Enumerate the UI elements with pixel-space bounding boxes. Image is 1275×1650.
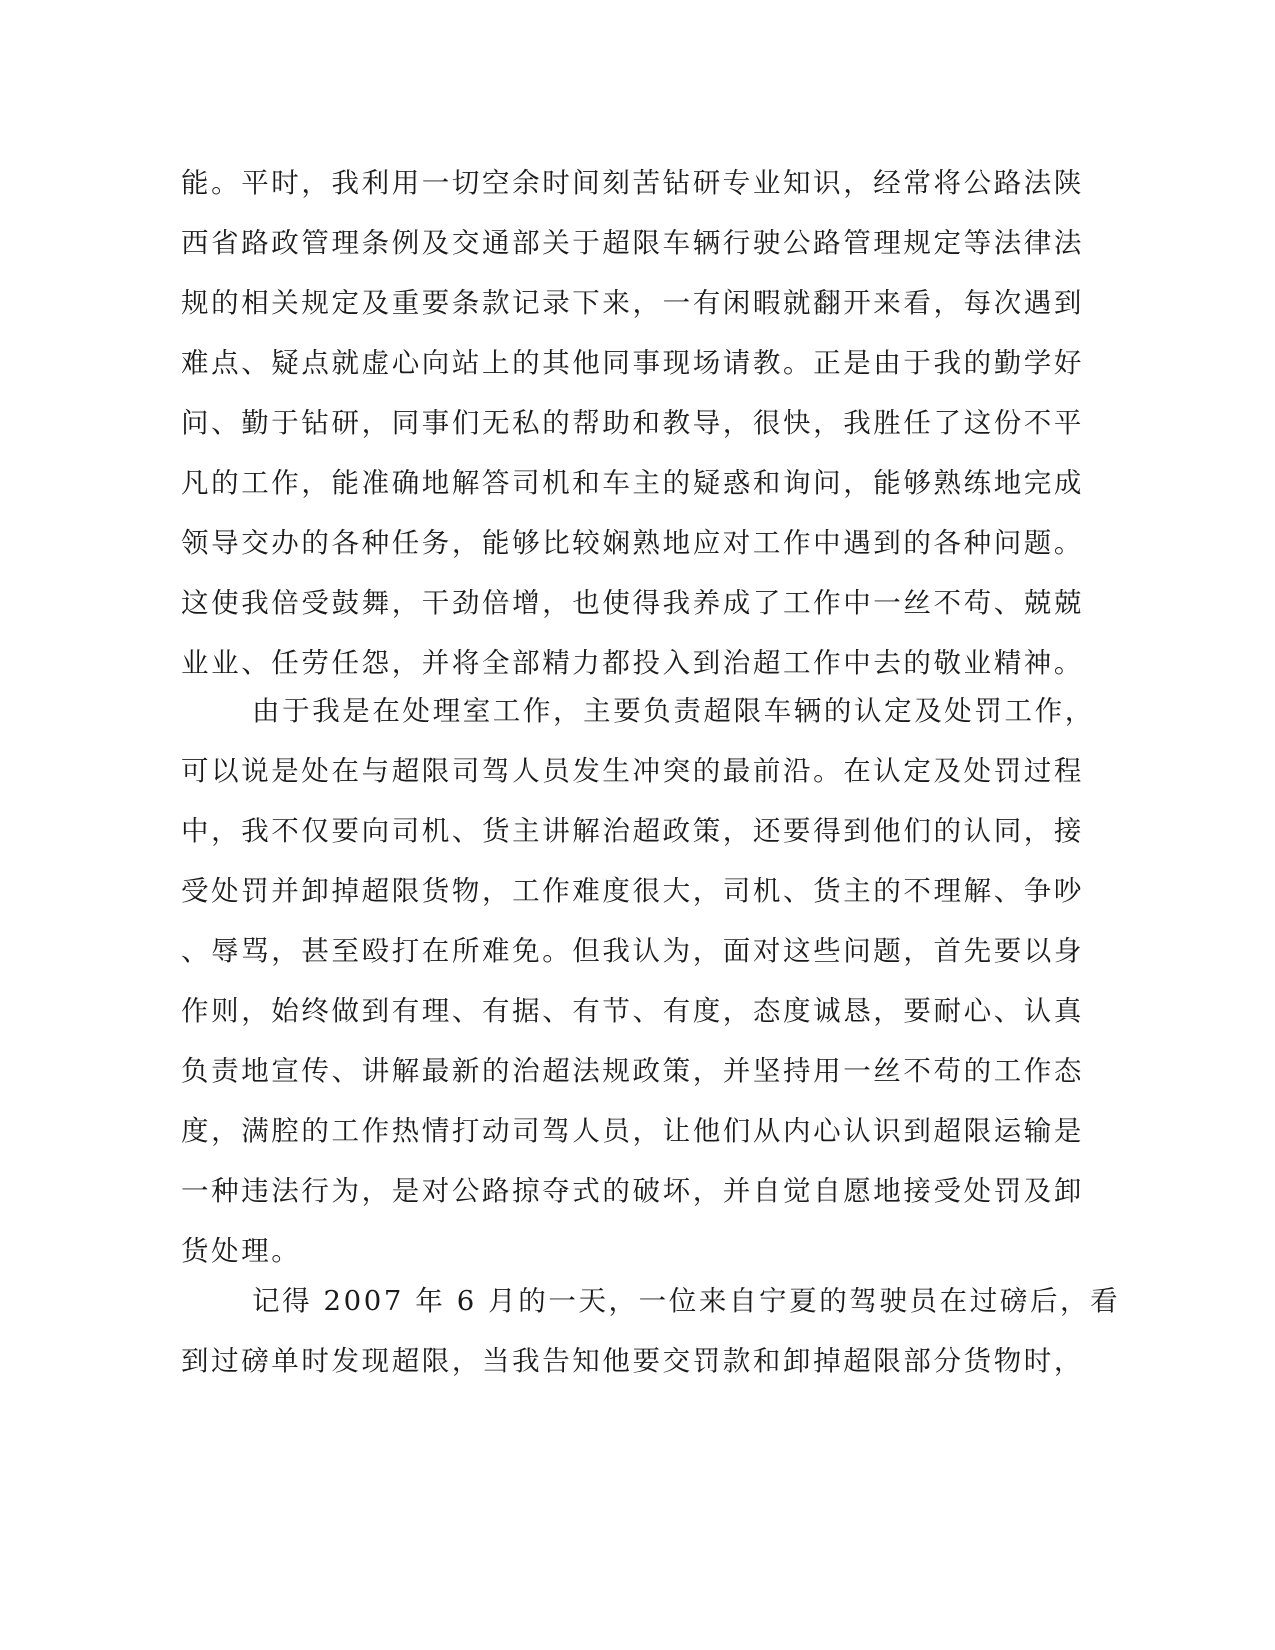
text-line: 货处理。	[181, 1235, 302, 1267]
text-line: 难点、疑点就虚心向站上的其他同事现场请教。正是由于我的勤学好	[181, 347, 1084, 379]
text-line: 记得 2007 年 6 月的一天，一位来自宁夏的驾驶员在过磅后，看	[252, 1285, 1121, 1317]
text-line: 问、勤于钻研，同事们无私的帮助和教导，很快，我胜任了这份不平	[181, 407, 1084, 439]
text-line: 西省路政管理条例及交通部关于超限车辆行驶公路管理规定等法律法	[181, 227, 1084, 259]
paragraph-2	[181, 681, 1095, 1281]
text-line: 由于我是在处理室工作，主要负责超限车辆的认定及处罚工作，	[252, 695, 1095, 727]
text-line: 能。平时，我利用一切空余时间刻苦钻研专业知识，经常将公路法陕	[181, 167, 1084, 199]
text-line: 这使我倍受鼓舞，干劲倍增，也使得我养成了工作中一丝不苟、兢兢	[181, 587, 1084, 619]
text-line: 可以说是处在与超限司驾人员发生冲突的最前沿。在认定及处罚过程	[181, 755, 1084, 787]
text-line: 领导交办的各种任务，能够比较娴熟地应对工作中遇到的各种问题。	[181, 527, 1084, 559]
text-line: 受处罚并卸掉超限货物，工作难度很大，司机、货主的不理解、争吵	[181, 875, 1084, 907]
text-line: 中，我不仅要向司机、货主讲解治超政策，还要得到他们的认同，接	[181, 815, 1084, 847]
paragraph-1	[181, 153, 1084, 693]
text-line: 一种违法行为，是对公路掠夺式的破坏，并自觉自愿地接受处罚及卸	[181, 1175, 1084, 1207]
text-line: 度，满腔的工作热情打动司驾人员，让他们从内心认识到超限运输是	[181, 1115, 1084, 1147]
text-line: 规的相关规定及重要条款记录下来，一有闲暇就翻开来看，每次遇到	[181, 287, 1084, 319]
text-line: 业业、任劳任怨，并将全部精力都投入到治超工作中去的敬业精神。	[181, 647, 1084, 679]
text-line: 负责地宣传、讲解最新的治超法规政策，并坚持用一丝不苟的工作态	[181, 1055, 1084, 1087]
text-line: 到过磅单时发现超限，当我告知他要交罚款和卸掉超限部分货物时，	[181, 1345, 1084, 1377]
text-line: 、辱骂，甚至殴打在所难免。但我认为，面对这些问题，首先要以身	[181, 935, 1084, 967]
text-line: 凡的工作，能准确地解答司机和车主的疑惑和询问，能够熟练地完成	[181, 467, 1084, 499]
paragraph-3	[181, 1271, 1121, 1391]
text-line: 作则，始终做到有理、有据、有节、有度，态度诚恳，要耐心、认真	[181, 995, 1084, 1027]
